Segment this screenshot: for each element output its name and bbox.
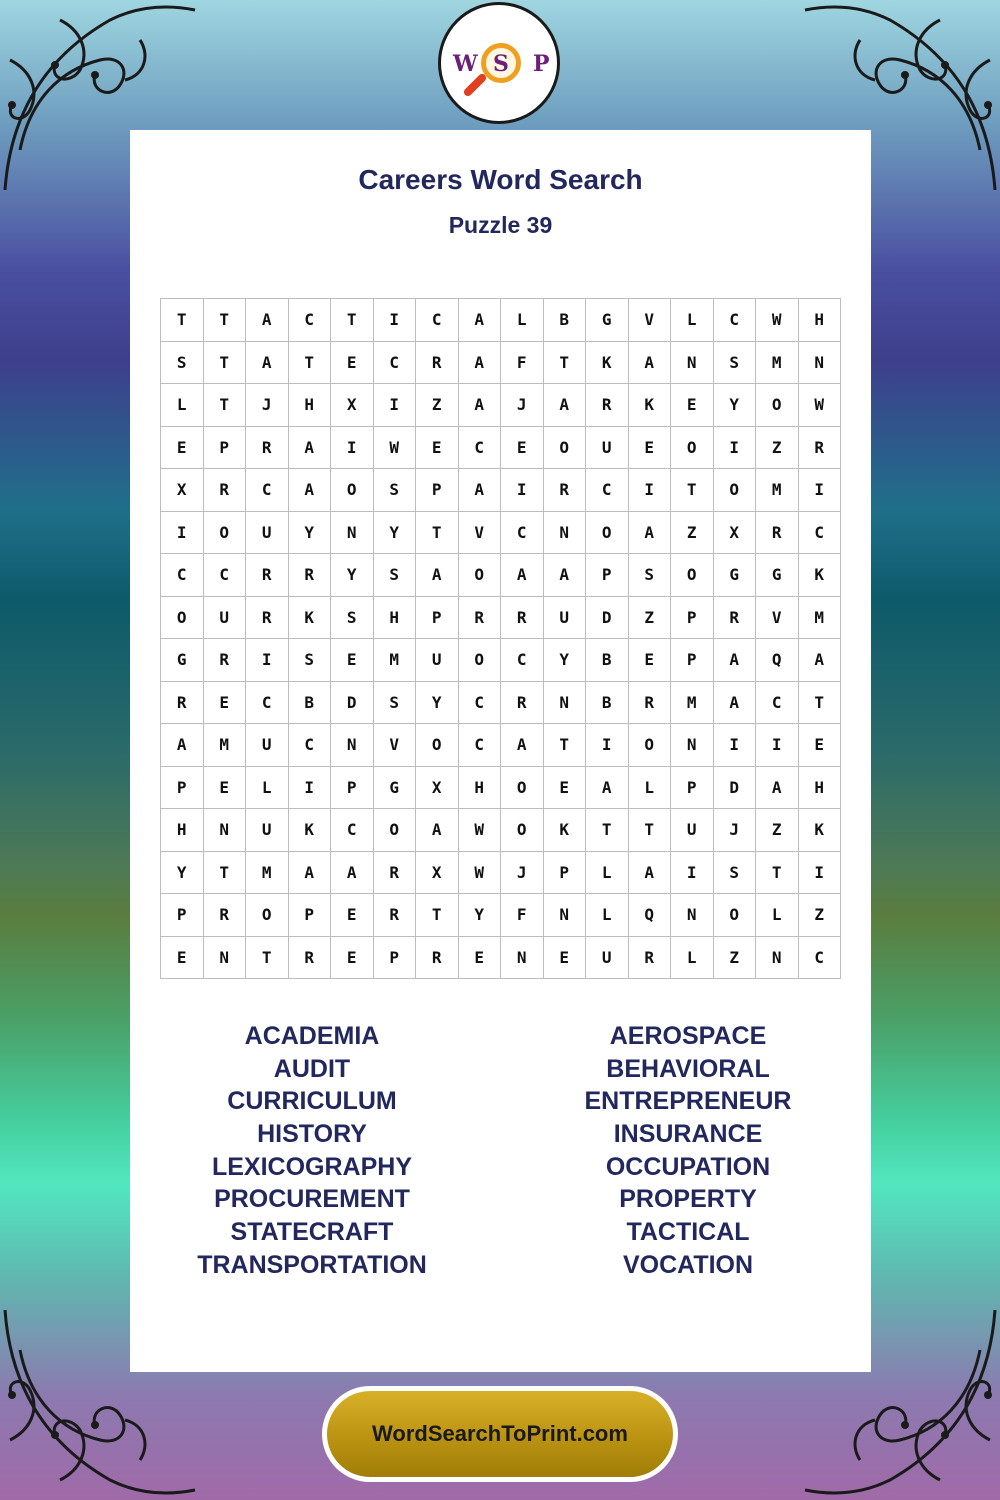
grid-cell: K xyxy=(544,809,587,852)
grid-cell: N xyxy=(671,342,714,385)
grid-cell: T xyxy=(671,469,714,512)
grid-cell: U xyxy=(246,809,289,852)
grid-cell: L xyxy=(629,767,672,810)
site-url[interactable]: WordSearchToPrint.com xyxy=(327,1391,673,1477)
grid-cell: O xyxy=(374,809,417,852)
grid-cell: U xyxy=(671,809,714,852)
grid-cell: V xyxy=(629,299,672,342)
grid-cell: N xyxy=(671,724,714,767)
grid-cell: B xyxy=(544,299,587,342)
grid-cell: M xyxy=(246,852,289,895)
grid-cell: C xyxy=(161,554,204,597)
grid-cell: Y xyxy=(416,682,459,725)
grid-cell: R xyxy=(204,469,247,512)
grid-cell: P xyxy=(374,937,417,980)
grid-cell: H xyxy=(799,767,842,810)
grid-cell: O xyxy=(671,427,714,470)
grid-cell: K xyxy=(799,809,842,852)
grid-cell: L xyxy=(586,894,629,937)
grid-cell: E xyxy=(629,427,672,470)
grid-cell: M xyxy=(374,639,417,682)
grid-cell: C xyxy=(799,512,842,555)
grid-cell: S xyxy=(374,554,417,597)
grid-cell: T xyxy=(586,809,629,852)
grid-cell: O xyxy=(544,427,587,470)
grid-cell: A xyxy=(289,427,332,470)
page-title: Careers Word Search xyxy=(358,164,643,195)
grid-cell: U xyxy=(246,512,289,555)
grid-cell: A xyxy=(416,554,459,597)
grid-cell: U xyxy=(586,427,629,470)
grid-cell: E xyxy=(799,724,842,767)
grid-cell: N xyxy=(204,809,247,852)
grid-cell: O xyxy=(459,639,502,682)
letter-grid xyxy=(160,298,841,979)
grid-cell: R xyxy=(246,597,289,640)
grid-cell: T xyxy=(289,342,332,385)
grid-cell: L xyxy=(586,852,629,895)
grid-cell: N xyxy=(204,937,247,980)
grid-cell: L xyxy=(246,767,289,810)
grid-cell: O xyxy=(331,469,374,512)
grid-cell: C xyxy=(756,682,799,725)
grid-cell: Y xyxy=(289,512,332,555)
grid-cell: R xyxy=(714,597,757,640)
grid-cell: T xyxy=(161,299,204,342)
grid-cell: T xyxy=(544,724,587,767)
grid-cell: L xyxy=(671,937,714,980)
word-item: OCCUPATION xyxy=(605,1152,771,1181)
word-item: ENTREPRENEUR xyxy=(584,1087,792,1116)
grid-cell: I xyxy=(799,852,842,895)
grid-cell: R xyxy=(459,597,502,640)
grid-cell: T xyxy=(204,852,247,895)
grid-cell: K xyxy=(629,384,672,427)
grid-cell: R xyxy=(501,682,544,725)
grid-cell: P xyxy=(204,427,247,470)
grid-cell: N xyxy=(331,724,374,767)
grid-cell: V xyxy=(459,512,502,555)
grid-cell: O xyxy=(204,512,247,555)
grid-cell: E xyxy=(161,937,204,980)
grid-cell: T xyxy=(544,342,587,385)
grid-cell: X xyxy=(161,469,204,512)
grid-cell: X xyxy=(416,767,459,810)
grid-cell: Y xyxy=(459,894,502,937)
grid-cell: D xyxy=(331,682,374,725)
grid-cell: E xyxy=(204,767,247,810)
grid-cell: S xyxy=(714,852,757,895)
grid-cell: M xyxy=(204,724,247,767)
word-item: VOCATION xyxy=(622,1250,754,1279)
puzzle-sheet xyxy=(130,130,871,1372)
grid-cell: T xyxy=(629,809,672,852)
grid-cell: J xyxy=(246,384,289,427)
grid-cell: H xyxy=(799,299,842,342)
grid-cell: S xyxy=(289,639,332,682)
grid-cell: W xyxy=(799,384,842,427)
grid-cell: T xyxy=(204,384,247,427)
grid-cell: U xyxy=(246,724,289,767)
grid-cell: T xyxy=(416,512,459,555)
grid-cell: A xyxy=(629,852,672,895)
grid-cell: Z xyxy=(671,512,714,555)
grid-cell: A xyxy=(246,299,289,342)
word-item: PROPERTY xyxy=(619,1185,757,1214)
grid-cell: X xyxy=(416,852,459,895)
grid-cell: M xyxy=(756,342,799,385)
grid-cell: O xyxy=(586,512,629,555)
grid-cell: T xyxy=(416,894,459,937)
grid-cell: Z xyxy=(756,809,799,852)
grid-cell: B xyxy=(289,682,332,725)
grid-cell: C xyxy=(799,937,842,980)
grid-cell: P xyxy=(586,554,629,597)
grid-cell: G xyxy=(161,639,204,682)
grid-cell: H xyxy=(459,767,502,810)
grid-cell: P xyxy=(416,597,459,640)
grid-cell: M xyxy=(671,682,714,725)
grid-cell: X xyxy=(714,512,757,555)
grid-cell: A xyxy=(629,342,672,385)
grid-cell: K xyxy=(586,342,629,385)
grid-cell: C xyxy=(246,682,289,725)
grid-cell: O xyxy=(416,724,459,767)
grid-cell: U xyxy=(204,597,247,640)
grid-cell: A xyxy=(629,512,672,555)
word-item: LEXICOGRAPHY xyxy=(211,1152,413,1181)
grid-cell: Q xyxy=(756,639,799,682)
grid-cell: L xyxy=(756,894,799,937)
grid-cell: N xyxy=(756,937,799,980)
grid-cell: O xyxy=(629,724,672,767)
grid-cell: N xyxy=(501,937,544,980)
grid-cell: A xyxy=(501,554,544,597)
grid-cell: T xyxy=(799,682,842,725)
grid-cell: T xyxy=(331,299,374,342)
word-item: TACTICAL xyxy=(626,1218,750,1247)
logo-letter-s: S xyxy=(493,51,509,77)
grid-cell: I xyxy=(714,724,757,767)
grid-cell: B xyxy=(586,682,629,725)
grid-cell: R xyxy=(204,639,247,682)
word-item: ACADEMIA xyxy=(244,1022,380,1050)
grid-cell: Z xyxy=(799,894,842,937)
grid-cell: K xyxy=(289,597,332,640)
logo-letter-w: W xyxy=(453,51,478,77)
grid-cell: E xyxy=(671,384,714,427)
word-item: STATECRAFT xyxy=(230,1218,394,1247)
grid-cell: C xyxy=(374,342,417,385)
grid-cell: U xyxy=(416,639,459,682)
grid-cell: R xyxy=(544,469,587,512)
grid-cell: K xyxy=(289,809,332,852)
grid-cell: E xyxy=(501,427,544,470)
grid-cell: L xyxy=(671,299,714,342)
grid-cell: R xyxy=(204,894,247,937)
grid-cell: A xyxy=(416,809,459,852)
grid-cell: S xyxy=(161,342,204,385)
grid-cell: B xyxy=(586,639,629,682)
grid-cell: N xyxy=(799,342,842,385)
grid-cell: G xyxy=(374,767,417,810)
grid-cell: A xyxy=(289,852,332,895)
grid-cell: E xyxy=(331,937,374,980)
grid-cell: I xyxy=(714,427,757,470)
grid-cell: H xyxy=(161,809,204,852)
grid-cell: R xyxy=(289,937,332,980)
grid-cell: I xyxy=(756,724,799,767)
grid-cell: A xyxy=(544,384,587,427)
grid-cell: N xyxy=(331,512,374,555)
grid-cell: R xyxy=(289,554,332,597)
grid-cell: Y xyxy=(714,384,757,427)
grid-cell: C xyxy=(586,469,629,512)
grid-cell: C xyxy=(331,809,374,852)
grid-cell: A xyxy=(289,469,332,512)
grid-cell: O xyxy=(714,894,757,937)
word-item: CURRICULUM xyxy=(227,1087,397,1116)
word-item: AUDIT xyxy=(273,1054,351,1083)
grid-cell: S xyxy=(374,469,417,512)
grid-cell: J xyxy=(501,384,544,427)
grid-cell: T xyxy=(204,299,247,342)
grid-cell: O xyxy=(501,767,544,810)
grid-cell: D xyxy=(714,767,757,810)
grid-cell: I xyxy=(799,469,842,512)
grid-cell: A xyxy=(246,342,289,385)
grid-cell: A xyxy=(459,469,502,512)
grid-cell: C xyxy=(459,682,502,725)
grid-cell: C xyxy=(501,512,544,555)
grid-cell: I xyxy=(501,469,544,512)
grid-cell: C xyxy=(289,299,332,342)
grid-cell: O xyxy=(756,384,799,427)
grid-cell: C xyxy=(714,299,757,342)
grid-cell: E xyxy=(544,767,587,810)
grid-cell: A xyxy=(714,682,757,725)
grid-cell: U xyxy=(586,937,629,980)
grid-cell: H xyxy=(289,384,332,427)
site-badge xyxy=(322,1386,678,1482)
grid-cell: R xyxy=(161,682,204,725)
grid-cell: A xyxy=(714,639,757,682)
grid-cell: O xyxy=(459,554,502,597)
grid-cell: G xyxy=(756,554,799,597)
grid-cell: Z xyxy=(714,937,757,980)
grid-cell: P xyxy=(416,469,459,512)
grid-cell: S xyxy=(374,682,417,725)
grid-cell: S xyxy=(331,597,374,640)
word-item: HISTORY xyxy=(257,1120,367,1149)
grid-cell: E xyxy=(161,427,204,470)
word-list-left xyxy=(162,1020,462,1282)
grid-cell: P xyxy=(671,767,714,810)
grid-cell: P xyxy=(544,852,587,895)
grid-cell: I xyxy=(586,724,629,767)
grid-cell: W xyxy=(459,809,502,852)
word-item: TRANSPORTATION xyxy=(197,1250,427,1279)
grid-cell: R xyxy=(246,427,289,470)
grid-cell: A xyxy=(459,342,502,385)
grid-cell: R xyxy=(501,597,544,640)
grid-cell: E xyxy=(459,937,502,980)
grid-cell: E xyxy=(629,639,672,682)
grid-cell: W xyxy=(459,852,502,895)
grid-cell: Y xyxy=(161,852,204,895)
grid-cell: K xyxy=(799,554,842,597)
grid-cell: P xyxy=(161,767,204,810)
grid-cell: C xyxy=(416,299,459,342)
grid-cell: L xyxy=(501,299,544,342)
grid-cell: R xyxy=(629,682,672,725)
grid-cell: C xyxy=(204,554,247,597)
grid-cell: G xyxy=(714,554,757,597)
grid-cell: E xyxy=(331,894,374,937)
grid-cell: R xyxy=(416,342,459,385)
grid-cell: I xyxy=(671,852,714,895)
word-item: AEROSPACE xyxy=(609,1022,767,1050)
grid-cell: Y xyxy=(374,512,417,555)
grid-cell: C xyxy=(501,639,544,682)
grid-cell: R xyxy=(246,554,289,597)
grid-cell: A xyxy=(459,299,502,342)
word-item: BEHAVIORAL xyxy=(606,1054,770,1083)
grid-cell: F xyxy=(501,342,544,385)
grid-cell: O xyxy=(161,597,204,640)
grid-cell: A xyxy=(331,852,374,895)
grid-cell: Z xyxy=(756,427,799,470)
grid-cell: N xyxy=(671,894,714,937)
grid-cell: P xyxy=(671,597,714,640)
grid-cell: R xyxy=(416,937,459,980)
grid-cell: I xyxy=(161,512,204,555)
grid-cell: C xyxy=(459,724,502,767)
grid-cell: S xyxy=(714,342,757,385)
grid-cell: D xyxy=(586,597,629,640)
grid-cell: P xyxy=(289,894,332,937)
grid-cell: X xyxy=(331,384,374,427)
wsp-logo xyxy=(438,2,560,124)
grid-cell: A xyxy=(459,384,502,427)
grid-cell: T xyxy=(204,342,247,385)
grid-cell: V xyxy=(374,724,417,767)
grid-cell: J xyxy=(714,809,757,852)
grid-cell: H xyxy=(374,597,417,640)
grid-cell: G xyxy=(586,299,629,342)
grid-cell: A xyxy=(544,554,587,597)
grid-cell: I xyxy=(374,299,417,342)
logo-letter-p: P xyxy=(533,51,550,77)
grid-cell: Y xyxy=(544,639,587,682)
grid-cell: R xyxy=(629,937,672,980)
grid-cell: L xyxy=(161,384,204,427)
word-item: PROCUREMENT xyxy=(214,1185,410,1214)
puzzle-number: Puzzle 39 xyxy=(448,212,553,238)
grid-cell: C xyxy=(459,427,502,470)
grid-cell: Y xyxy=(331,554,374,597)
grid-cell: P xyxy=(671,639,714,682)
grid-cell: A xyxy=(756,767,799,810)
grid-cell: I xyxy=(289,767,332,810)
grid-cell: T xyxy=(246,937,289,980)
grid-cell: C xyxy=(289,724,332,767)
grid-cell: U xyxy=(544,597,587,640)
grid-cell: Z xyxy=(629,597,672,640)
grid-cell: I xyxy=(374,384,417,427)
grid-cell: P xyxy=(331,767,374,810)
grid-cell: N xyxy=(544,894,587,937)
grid-cell: S xyxy=(629,554,672,597)
grid-cell: A xyxy=(161,724,204,767)
grid-cell: P xyxy=(161,894,204,937)
grid-cell: O xyxy=(671,554,714,597)
grid-cell: W xyxy=(756,299,799,342)
grid-cell: I xyxy=(246,639,289,682)
grid-cell: M xyxy=(756,469,799,512)
word-list-right xyxy=(538,1020,838,1282)
grid-cell: T xyxy=(756,852,799,895)
grid-cell: Z xyxy=(416,384,459,427)
grid-cell: F xyxy=(501,894,544,937)
grid-cell: R xyxy=(799,427,842,470)
grid-cell: M xyxy=(799,597,842,640)
grid-cell: O xyxy=(714,469,757,512)
grid-cell: E xyxy=(204,682,247,725)
grid-cell: E xyxy=(544,937,587,980)
grid-cell: A xyxy=(586,767,629,810)
grid-cell: W xyxy=(374,427,417,470)
grid-cell: I xyxy=(629,469,672,512)
grid-cell: R xyxy=(374,894,417,937)
grid-cell: N xyxy=(544,682,587,725)
grid-cell: C xyxy=(246,469,289,512)
grid-cell: O xyxy=(501,809,544,852)
grid-cell: Q xyxy=(629,894,672,937)
grid-cell: J xyxy=(501,852,544,895)
grid-cell: E xyxy=(331,639,374,682)
grid-cell: V xyxy=(756,597,799,640)
grid-cell: R xyxy=(374,852,417,895)
grid-cell: E xyxy=(331,342,374,385)
grid-cell: E xyxy=(416,427,459,470)
grid-cell: N xyxy=(544,512,587,555)
grid-cell: A xyxy=(501,724,544,767)
grid-cell: R xyxy=(756,512,799,555)
grid-cell: O xyxy=(246,894,289,937)
word-item: INSURANCE xyxy=(613,1120,763,1149)
grid-cell: R xyxy=(586,384,629,427)
grid-cell: A xyxy=(799,639,842,682)
grid-cell: I xyxy=(331,427,374,470)
